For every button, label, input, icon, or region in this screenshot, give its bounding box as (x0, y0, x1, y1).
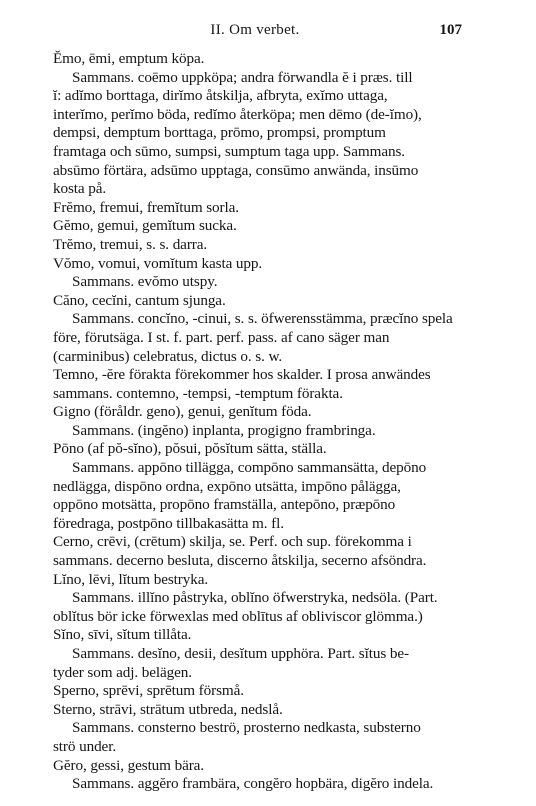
sammans-line: Sammans. aggĕro frambära, congĕro hopbära, digĕro indela. (72, 775, 434, 793)
entry-line: före, förutsäga. I st. f. part. perf. pass. af cano säger man (53, 328, 390, 346)
sammans-line: Sammans. illĭno påstryka, oblĭno öfwerstryka, nedsöla. (Part. (72, 589, 438, 607)
entry-line: föredraga, postpōno tillbakasätta m. fl. (53, 514, 284, 532)
entry-line: Gigno (föråldr. geno), genui, genĭtum föda. (53, 403, 312, 421)
entry-line: nedlägga, dispōno ordna, expōno utsätta, impōno pålägga, (53, 477, 401, 495)
sammans-line: Sammans. appōno tillägga, compōno sammansätta, depōno (72, 459, 427, 477)
entry-line: oblĭtus bör icke förwexlas med oblītus af obliviscor glömma.) (53, 607, 423, 625)
entry-line: strö under. (53, 737, 117, 755)
sammans-line: Sammans. coēmo uppköpa; andra förwandla ĕ i præs. till (72, 68, 413, 86)
sammans-line: Sammans. consterno beströ, prosterno nedkasta, substerno (72, 719, 421, 737)
running-head (50, 20, 460, 42)
entry-line: framtaga och sūmo, sumpsi, sumptum taga upp. Sammans. (53, 142, 405, 160)
entry-line: Temno, -ĕre förakta förekommer hos skalder. I prosa anwändes (53, 366, 431, 384)
entry-line: Cerno, crēvi, (crētum) skilja, se. Perf. och sup. förekomma i (53, 533, 412, 551)
page-number: 107 (439, 22, 462, 38)
entry-line: kosta på. (53, 180, 107, 198)
entry-line: dempsi, demptum borttaga, prōmo, prompsi, promptum (53, 124, 386, 142)
entry-line: (carminibus) celebratus, dictus o. s. w. (53, 347, 283, 365)
sammans-line: Sammans. desĭno, desii, desĭtum upphöra. Part. sĭtus be- (72, 645, 409, 662)
entry-line: sammans. decerno besluta, discerno åtskilja, secerno afsöndra. (53, 552, 427, 570)
entry-line: oppōno motsätta, propōno framställa, antepōno, præpōno (53, 496, 396, 514)
entry-line: Pōno (af pŏ-sĭno), pŏsui, pŏsĭtum sätta, ställa. (53, 440, 327, 458)
text-body (0, 50, 536, 794)
entry-line: Sĭno, sīvi, sĭtum tillåta. (53, 626, 192, 644)
sammans-line: Sammans. (ingĕno) inplanta, progigno frambringa. (72, 421, 376, 439)
sammans-line: Sammans. concĭno, -cinui, s. s. öfwerensstämma, præcĭno spela (72, 310, 453, 328)
entry-line: ĭ: adĭmo borttaga, dirĭmo åtskilja, afbryta, exĭmo uttaga, (53, 87, 388, 105)
sammans-line: Sammans. evŏmo utspy. (72, 273, 218, 291)
entry-line: Ĕmo, ēmi, emptum köpa. (53, 50, 205, 67)
entry-line: Sterno, strāvi, strātum utbreda, nedslå. (53, 700, 283, 718)
entry-line: Gĕro, gessi, gestum bära. (53, 756, 205, 774)
entry-line: Sperno, sprēvi, sprētum försmå. (53, 682, 244, 700)
entry-line: Frĕmo, fremui, fremĭtum sorla. (53, 198, 239, 216)
entry-line: sammans. contemno, -tempsi, -temptum förakta. (53, 384, 343, 402)
entry-line: absūmo förtära, adsūmo upptaga, consūmo anwända, insūmo (53, 161, 419, 179)
chapter-title: II. Om verbet. (210, 22, 300, 38)
entry-line: Căno, cecĭni, cantum sjunga. (53, 291, 226, 309)
entry-line: Trĕmo, tremui, s. s. darra. (53, 235, 208, 253)
entry-line: Vŏmo, vomui, vomĭtum kasta upp. (53, 254, 263, 272)
entry-line: Gĕmo, gemui, gemĭtum sucka. (53, 217, 237, 235)
entry-line: tyder som adj. belägen. (53, 663, 192, 681)
entry-line: Lĭno, lēvi, lĭtum bestryka. (53, 570, 209, 588)
entry-line: interĭmo, perĭmo böda, redĭmo återköpa; men dēmo (de-ĭmo), (53, 105, 422, 123)
